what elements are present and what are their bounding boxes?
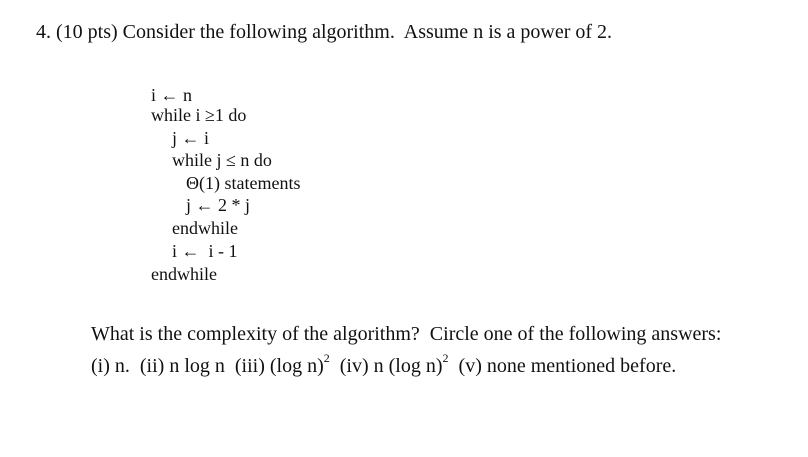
- exponent: 2: [323, 351, 330, 366]
- exponent: 2: [442, 351, 449, 366]
- answer-option-iii-base: (iii) (log n): [234, 355, 324, 377]
- algorithm-line: while i ≥1 do: [151, 105, 247, 125]
- problem-heading: 4. (10 pts) Consider the following algorithm. Assume n is a power of 2.: [36, 21, 613, 43]
- answer-option-ii: (ii) n log n: [139, 355, 225, 377]
- algorithm-line: i ← i - 1: [172, 241, 238, 261]
- algorithm-line: endwhile: [151, 264, 217, 284]
- algorithm-line: j ← 2 * j: [186, 195, 251, 215]
- algorithm-line: i ← n: [151, 85, 193, 105]
- algorithm-line: while j ≤ n do: [172, 150, 272, 170]
- algorithm-line: j ← i: [172, 128, 210, 148]
- answer-option-i: (i) n.: [91, 355, 130, 377]
- answer-option-v: (v) none mentioned before.: [458, 355, 677, 377]
- complexity-question: What is the complexity of the algorithm? Circle one of the following answers:: [91, 323, 722, 345]
- answer-option-iii: [234, 351, 330, 377]
- answer-option-iv-base: (iv) n (log n): [339, 355, 443, 377]
- algorithm-line: Θ(1) statements: [186, 173, 301, 193]
- answer-option-iv: [339, 351, 449, 377]
- answer-options: [91, 351, 677, 377]
- algorithm-line: endwhile: [172, 218, 238, 238]
